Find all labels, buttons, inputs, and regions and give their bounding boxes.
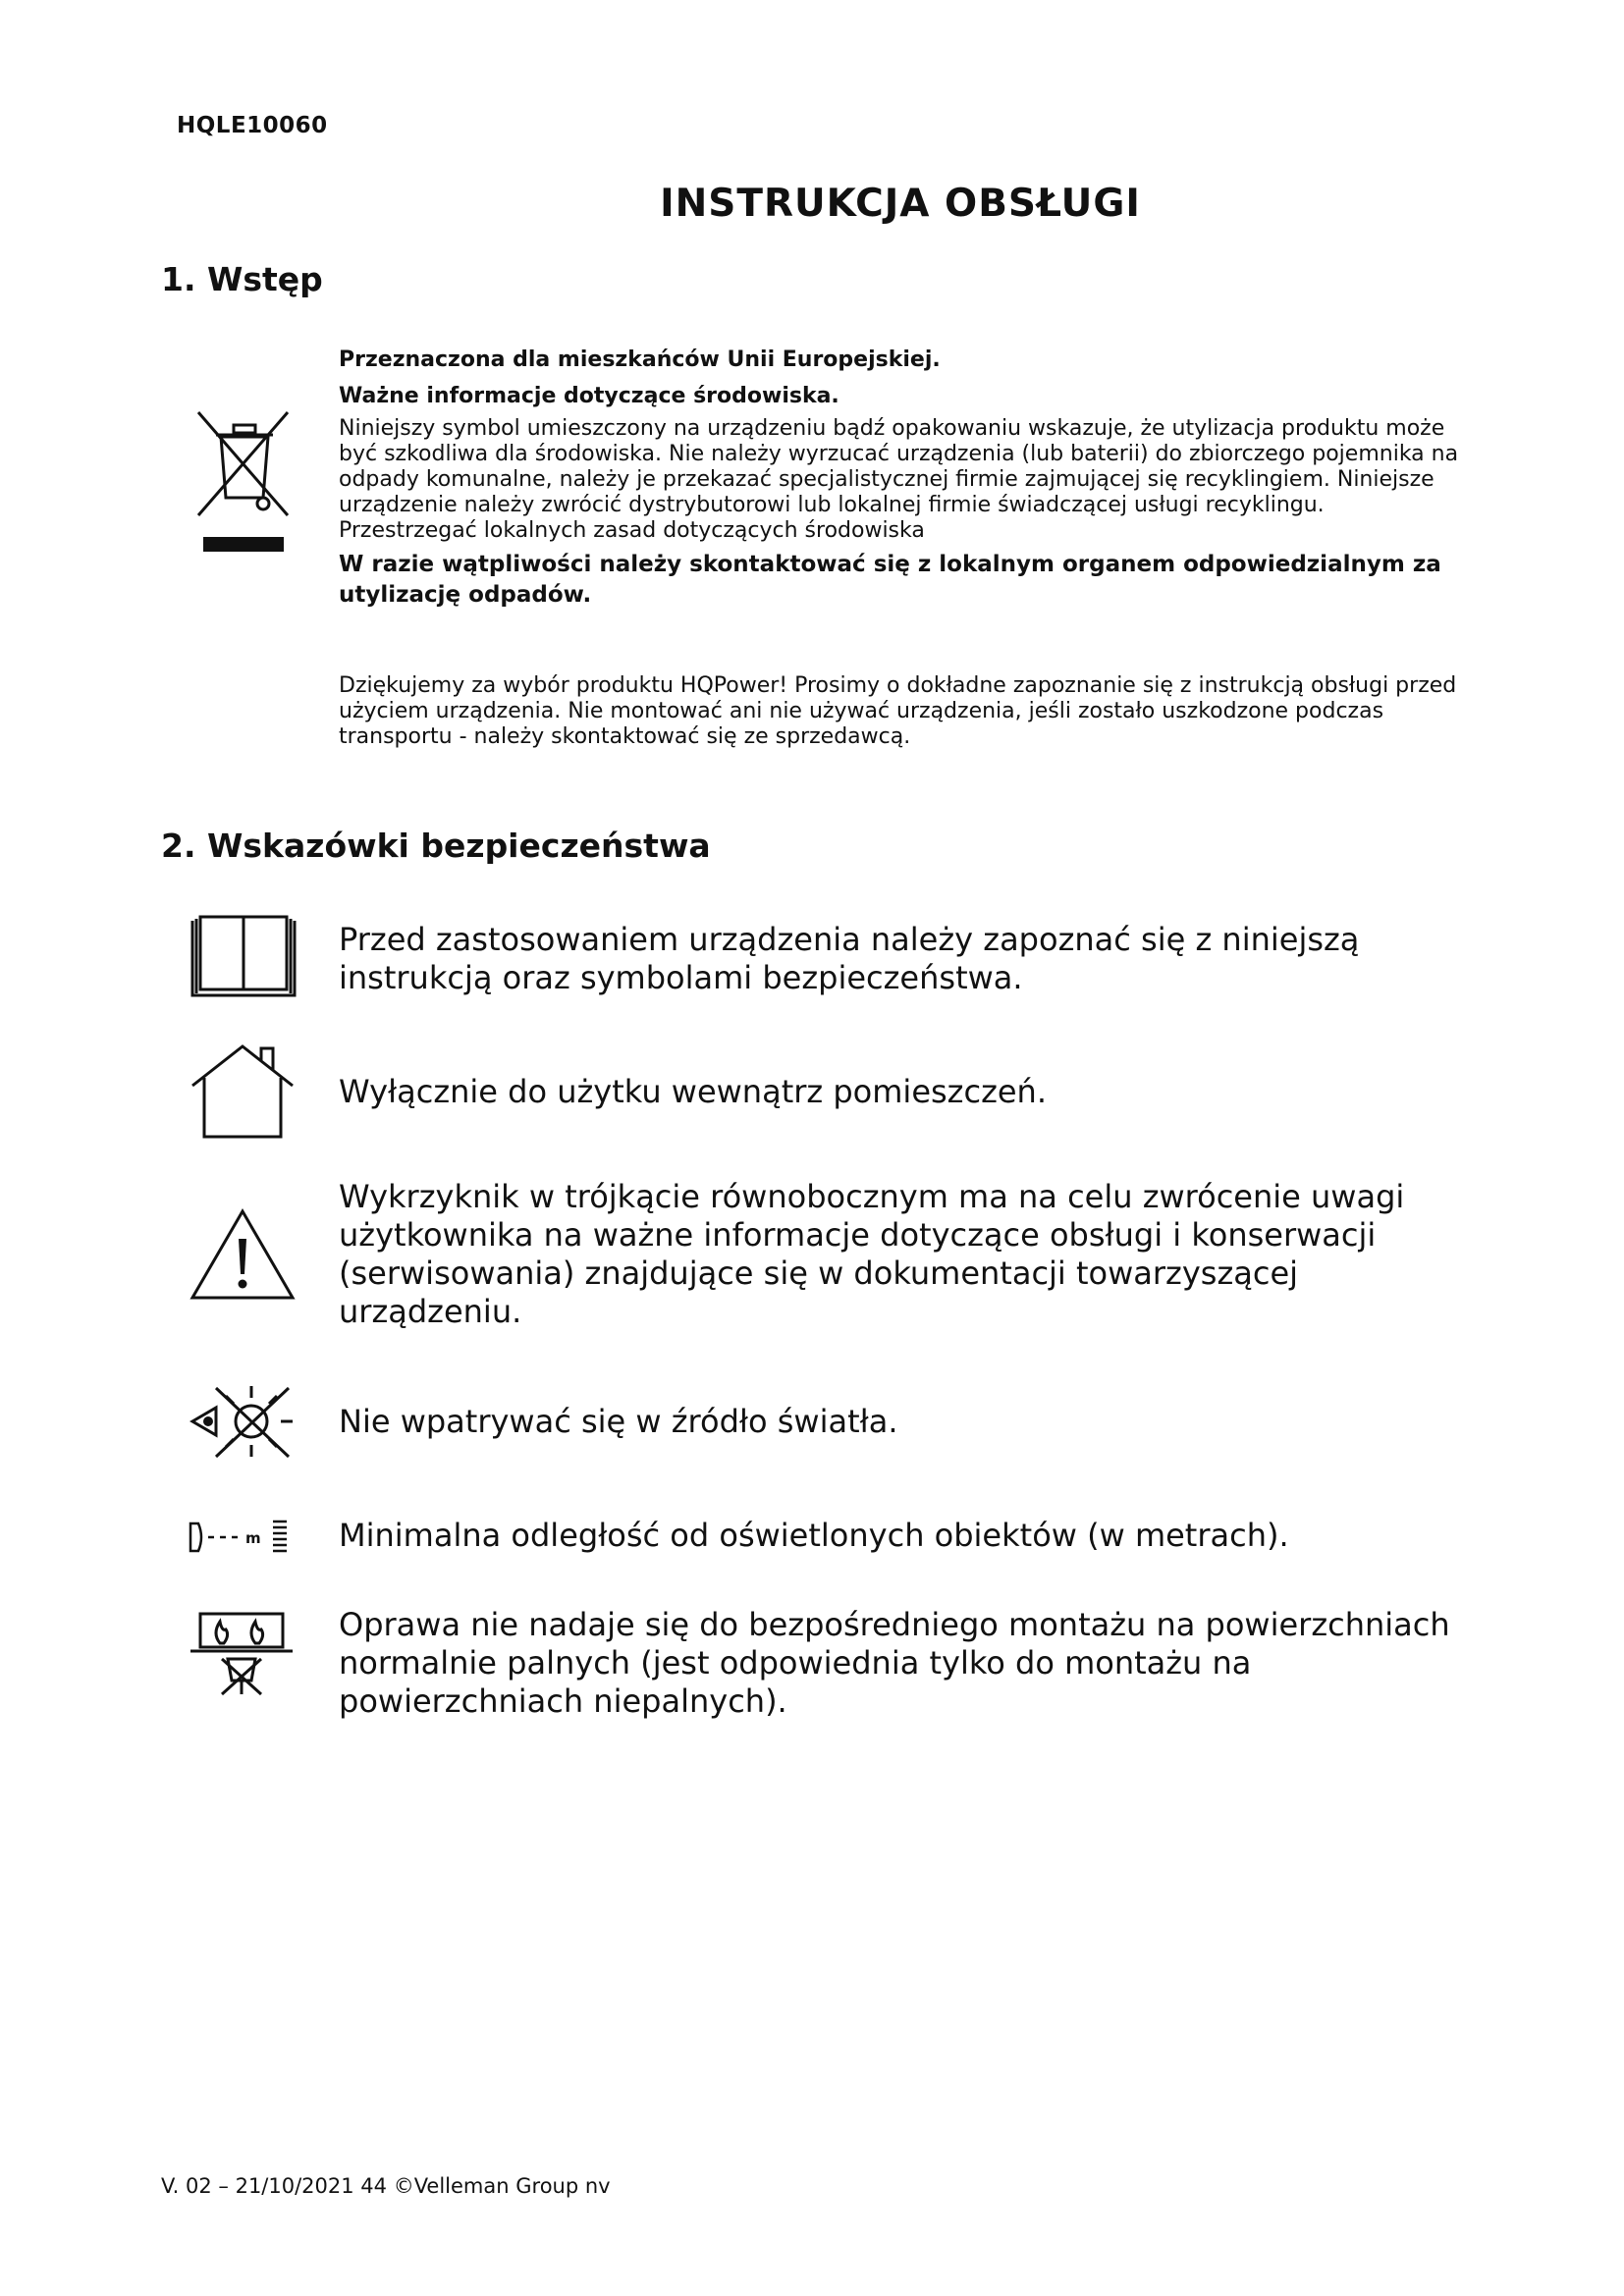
safety-item-text: Wykrzyknik w trójkącie równobocznym ma na celu zwrócenie uwagi użytkownika na ważne informacje dotyczące obsługi i konserwacji (serwisowania) znajdujące się w dokumentacji towarzyszącej urządzeniu. [339,1178,1405,1330]
non-flammable-surface-icon [187,1610,297,1698]
min-distance-icon [185,1518,293,1557]
weee-subtitle: Ważne informacje dotyczące środowiska. [339,384,839,408]
safety-item-text: Nie wpatrywać się w źródło światła. [339,1403,898,1440]
section-heading-intro: 1. Wstęp [161,260,323,298]
page-title: INSTRUKCJA OBSŁUGI [660,182,1141,226]
safety-item-text: Przed zastosowaniem urządzenia należy zapoznać się z niniejszą instrukcją oraz symbolami bezpieczeństwa. [339,921,1360,996]
weee-body: Niniejszy symbol umieszczony na urządzeniu bądź opakowaniu wskazuje, że utylizacja produktu może być szkodliwa dla środowiska. Nie należy wyrzucać urządzenia (lub baterii) do zbiorczego pojemnika na odpady komunalne, należy je przekazać specjalistycznej firmie zajmującej się recyklingiem. Niniejsze urządzenie należy zwrócić dystrybutorowi lub lokalnej firmie świadczącej usługi recyklingu. Przestrzegać lokalnych zasad dotyczących środowiska [339,416,1459,543]
no-stare-light-icon [187,1382,297,1463]
safety-item-text: Oprawa nie nadaje się do bezpośredniego montażu na powierzchniach normalnie palnych (jest odpowiednia tylko do montażu na powierzchniach niepalnych). [339,1606,1450,1720]
indoor-house-icon [189,1042,297,1141]
weee-title: Przeznaczona dla mieszkańców Unii Europejskiej. [339,347,941,372]
thanks-paragraph: Dziękujemy za wybór produktu HQPower! Prosimy o dokładne zapoznanie się z instrukcją obsługi przed użyciem urządzenia. Nie montować ani nie używać urządzenia, jeśli zostało uszkodzone podczas transportu - należy skontaktować się ze sprzedawcą. [339,673,1457,749]
warning-triangle-icon [189,1205,297,1304]
manual-icon [189,913,298,1001]
weee-crossed-bin-icon [187,407,299,555]
weee-warning: W razie wątpliwości należy skontaktować się z lokalnym organem odpowiedzialnym za utylizację odpadów. [339,552,1441,608]
section-heading-safety: 2. Wskazówki bezpieczeństwa [161,827,711,865]
page-footer: V. 02 – 21/10/2021 44 ©Velleman Group nv [161,2174,611,2198]
distance-unit-label: m [245,1529,261,1547]
model-number: HQLE10060 [177,113,328,138]
safety-item-text: Wyłącznie do użytku wewnątrz pomieszczeń. [339,1073,1047,1110]
safety-item-text: Minimalna odległość od oświetlonych obiektów (w metrach). [339,1517,1289,1554]
weee-notice [339,346,1468,611]
